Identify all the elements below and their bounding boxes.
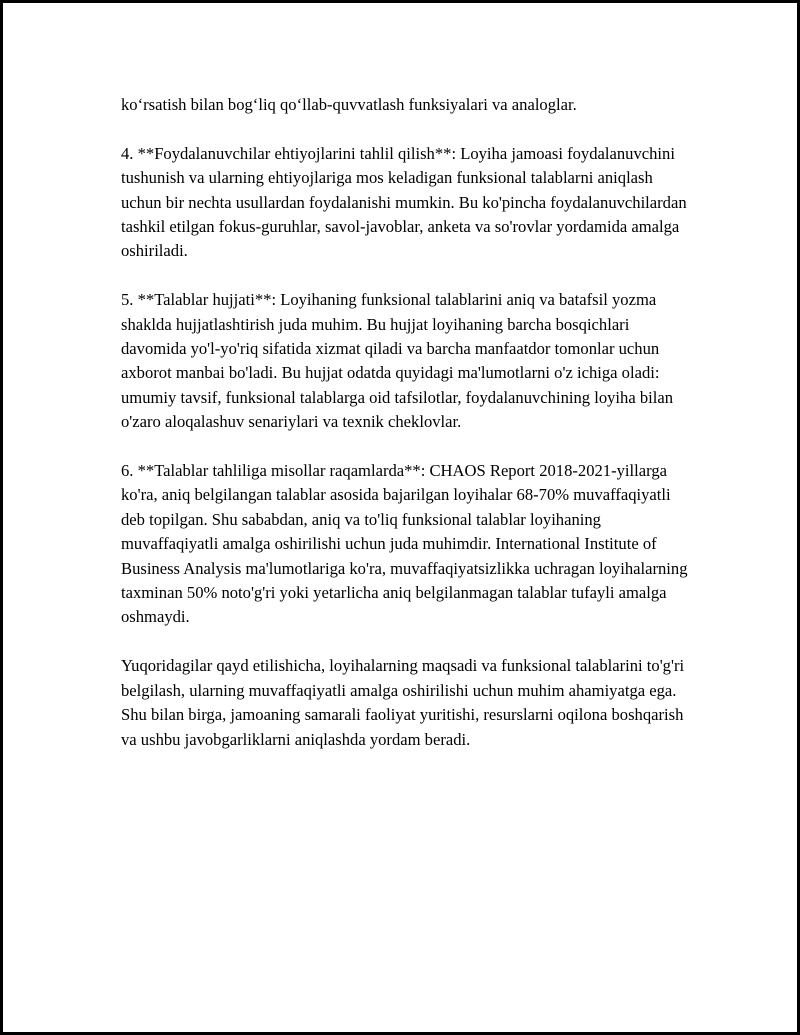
paragraph-item-4: 4. **Foydalanuvchilar ehtiyojlarini tahlil qilish**: Loyiha jamoasi foydalanuvchini tushunish va ularning ehtiyojlariga mos keladigan funksional talablarni aniqlash uchun bir nechta usullardan foydalanishi mumkin. Bu ko'pincha foydalanuvchilardan tashkil etilgan fokus-guruhlar, savol-javoblar, anketa va so'rovlar yordamida amalga oshiriladi. bbox=[121, 143, 687, 261]
paragraph-item-5: 5. **Talablar hujjati**: Loyihaning funksional talablarini aniq va batafsil yozma shaklda hujjatlashtirish juda muhim. Bu hujjat loyihaning barcha bosqichlari davomida yo'l-yo'riq sifatida xizmat qiladi va barcha manfaatdor tomonlar uchun axborot manbai bo'ladi. Bu hujjat odatda quyidagi ma'lumotlarni o'z ichiga oladi: umumiy tavsif, funksional talablarga oid tafsilotlar, foydalanuvchining loyiha bilan o'zaro aloqalashuv senariylari va texnik cheklovlar. bbox=[121, 290, 674, 432]
document-body bbox=[121, 93, 691, 776]
paragraph-conclusion: Yuqoridagilar qayd etilishicha, loyihalarning maqsadi va funksional talablarini to'g'ri belgilash, ularning muvaffaqiyatli amalga oshirilishi uchun muhim ahamiyatga ega. Shu bilan birga, jamoaning samarali faoliyat yuritishi, resurslarni oqilona boshqarish va ushbu javobgarliklarni aniqlashda yordam beradi. bbox=[121, 656, 685, 749]
paragraph-continuation: ko‘rsatish bilan bog‘liq qo‘llab-quvvatlash funksiyalari va analoglar. bbox=[121, 95, 577, 114]
paragraph-item-6: 6. **Talablar tahliliga misollar raqamlarda**: CHAOS Report 2018-2021-yillarga ko'ra, aniq belgilangan talablar asosida bajarilgan loyihalar 68-70% muvaffaqiyatli deb topilgan. Shu sababdan, aniq va to'liq funksional talablar loyihaning muvaffaqiyatli amalga oshirilishi uchun juda muhimdir. International Institute of Business Analysis ma'lumotlariga ko'ra, muvaffaqiyatsizlikka uchragan loyihalarning taxminan 50% noto'g'ri yoki yetarlicha aniq belgilanmagan talablar tufayli amalga oshmaydi. bbox=[121, 461, 688, 627]
